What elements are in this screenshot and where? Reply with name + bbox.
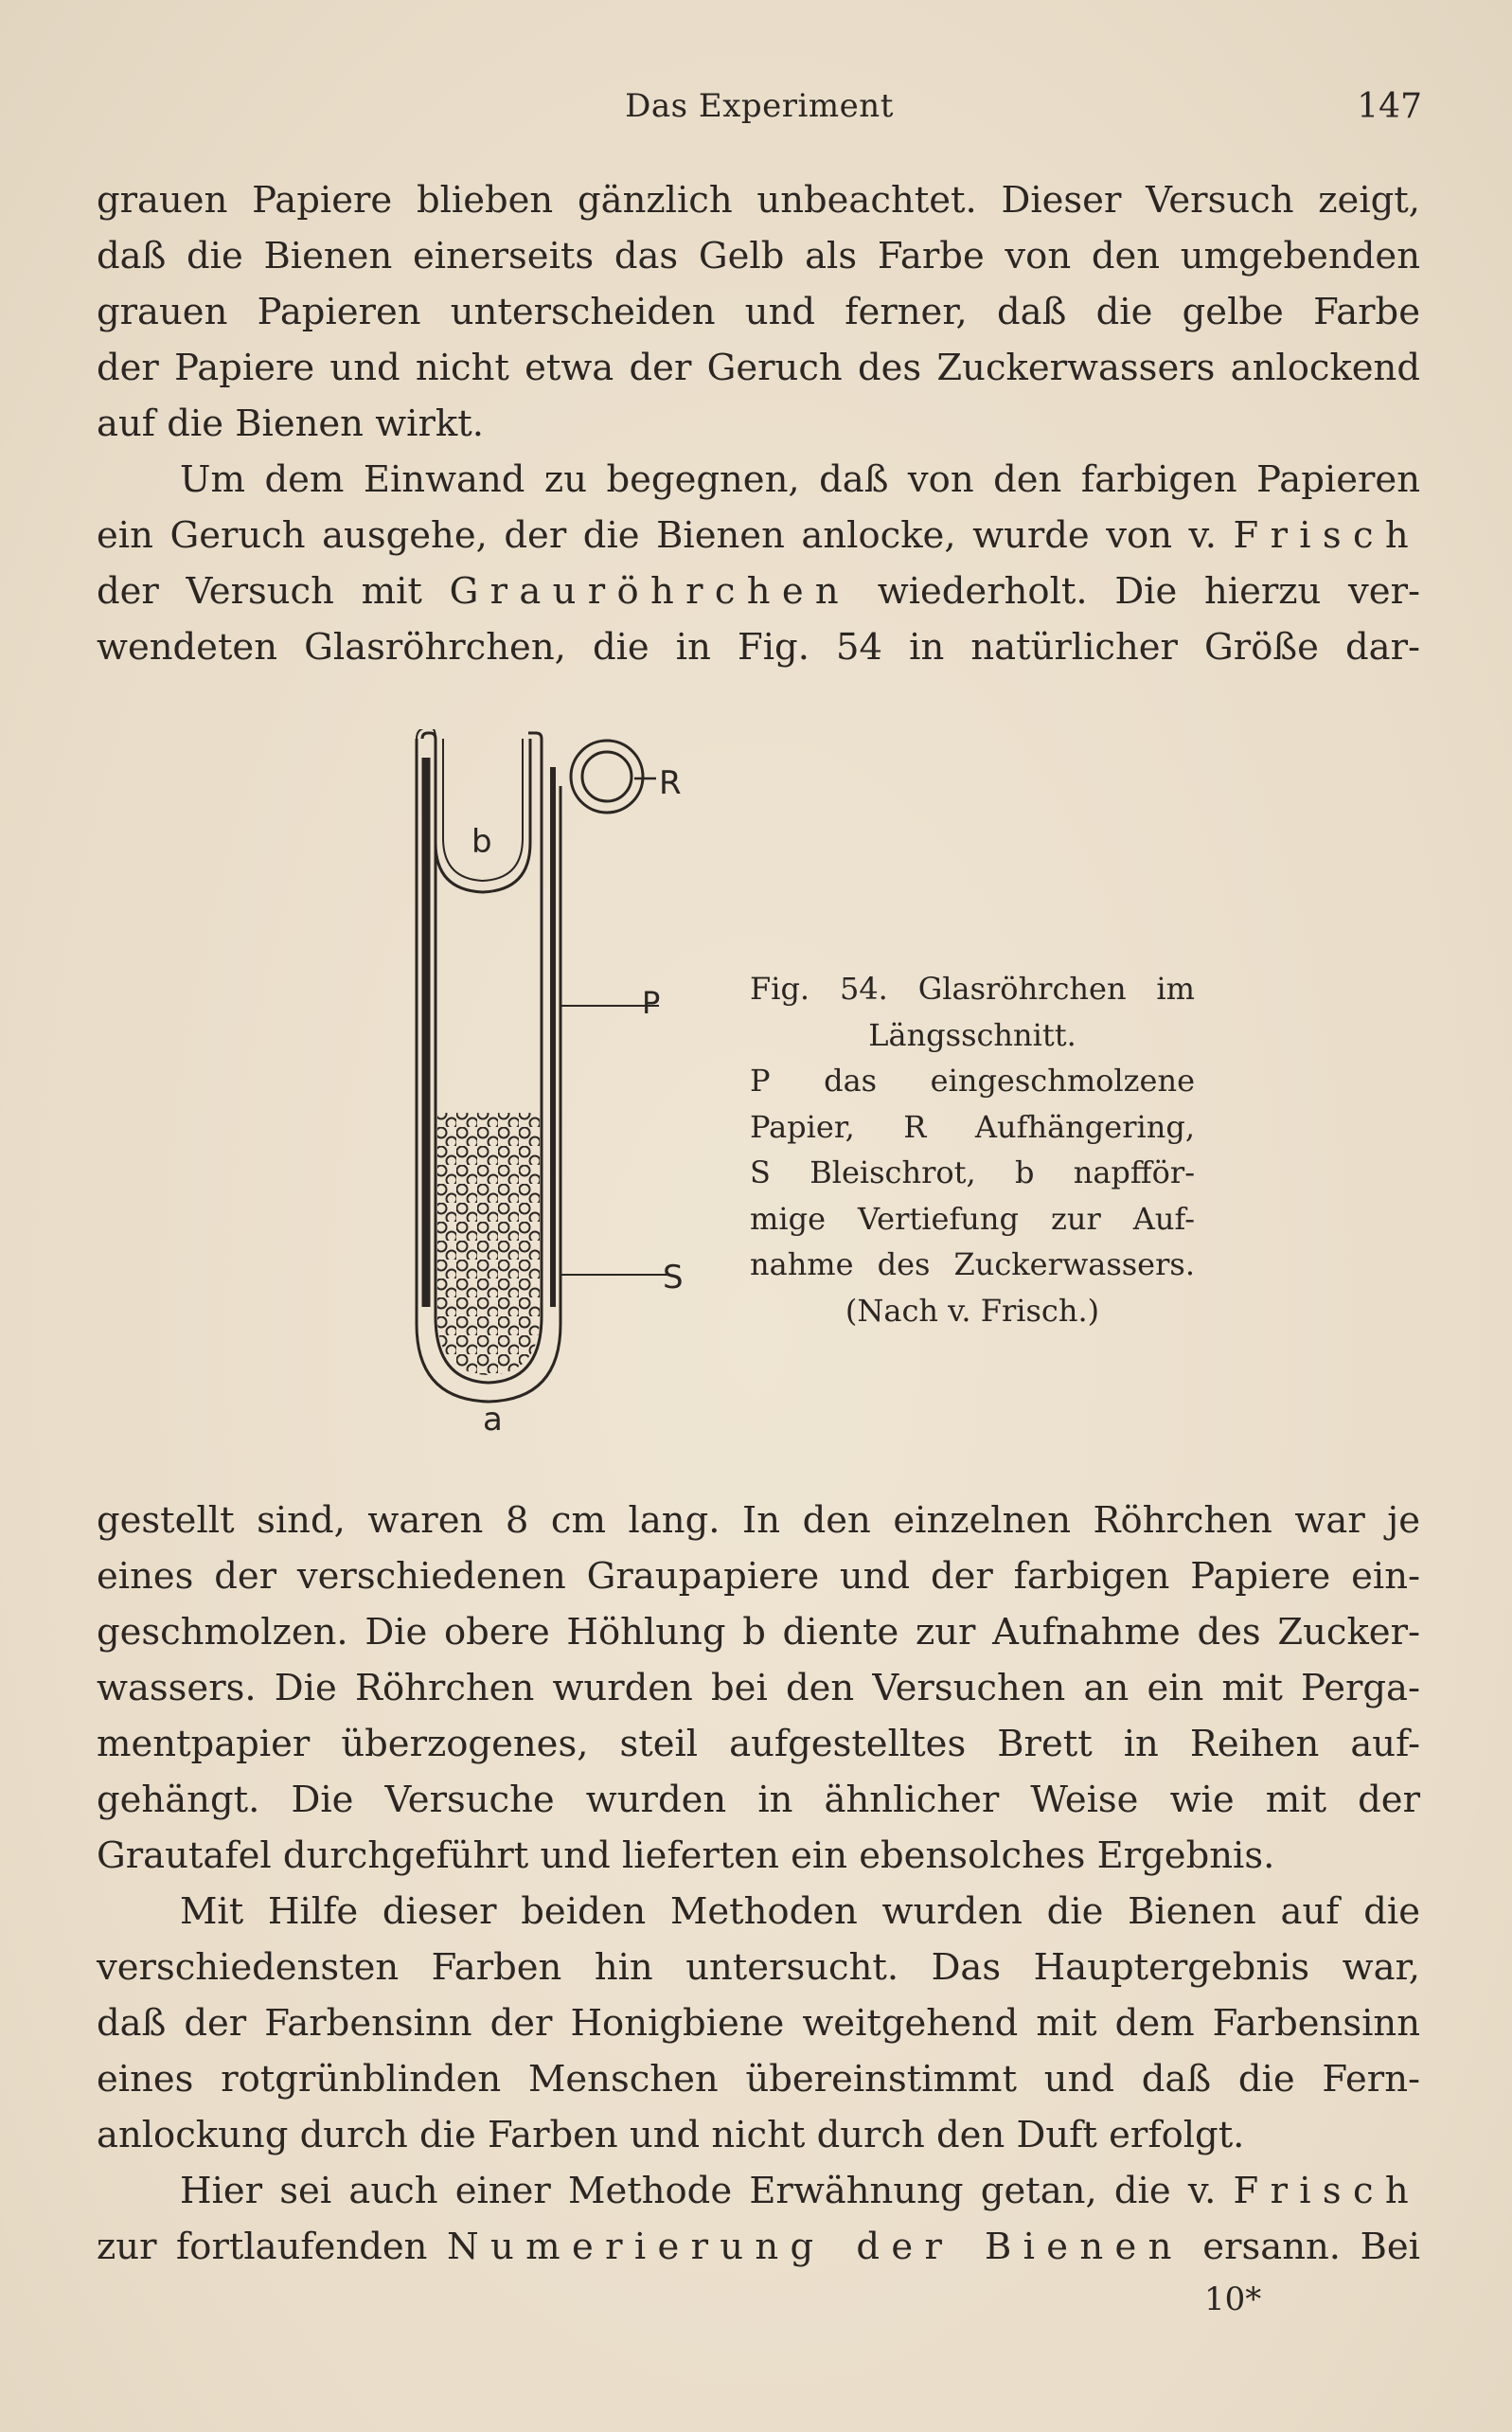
caption-line: mige Vertiefung zur Auf- bbox=[750, 1200, 1195, 1237]
text-segment: zur fortlaufenden bbox=[97, 2226, 448, 2268]
spaced-term: Grauröhrchen bbox=[449, 570, 851, 613]
running-head bbox=[97, 87, 1422, 134]
label-p: P bbox=[642, 985, 661, 1021]
figure-caption bbox=[750, 966, 1195, 1333]
text-line: Um dem Einwand zu begegnen, daß von den farbigen Papieren bbox=[180, 458, 1420, 501]
text-line: gestellt sind, waren 8 cm lang. In den einzelnen Röhrchen war je bbox=[97, 1499, 1420, 1542]
text-line: verschiedensten Farben hin untersucht. Das Hauptergebnis war, bbox=[97, 1946, 1420, 1989]
page-number: 147 bbox=[1357, 87, 1422, 126]
text-line: der Papiere und nicht etwa der Geruch des Zuckerwassers anlockend bbox=[97, 347, 1420, 389]
text-line: eines der verschiedenen Graupapiere und der farbigen Papiere ein- bbox=[97, 1555, 1420, 1598]
text-line bbox=[97, 2163, 1420, 2219]
caption-line: P das eingeschmolzene bbox=[750, 1063, 1195, 1099]
caption-line: nahme des Zuckerwassers. bbox=[750, 1246, 1195, 1282]
paragraph-after-figure bbox=[97, 1493, 1420, 1884]
text-line: wendeten Glasröhrchen, die in Fig. 54 in natürlicher Größe dar- bbox=[97, 626, 1420, 669]
text-line: wassers. Die Röhrchen wurden bei den Versuchen an ein mit Perga- bbox=[97, 1667, 1420, 1709]
paragraph-numbering bbox=[97, 2163, 1420, 2275]
label-r: R bbox=[659, 764, 682, 802]
text-line bbox=[97, 2219, 1420, 2275]
text-line: eines rotgrünblinden Menschen übereinstimmt und daß die Fern- bbox=[97, 2058, 1420, 2101]
label-b: b bbox=[471, 823, 492, 861]
spaced-name: Frisch bbox=[1233, 2170, 1420, 2212]
caption-line: S Bleischrot, b napfför- bbox=[750, 1154, 1195, 1190]
text-line: auf die Bienen wirkt. bbox=[97, 402, 484, 445]
glass-tube-figure bbox=[415, 729, 718, 1458]
signature-mark: 10* bbox=[1204, 2280, 1262, 2318]
paragraph-continuation bbox=[97, 172, 1420, 452]
running-title: Das Experiment bbox=[625, 87, 894, 125]
label-a: a bbox=[483, 1401, 503, 1439]
text-line: gehängt. Die Versuche wurden in ähnlicher Weise wie mit der bbox=[97, 1779, 1420, 1821]
text-line: grauen Papieren unterscheiden und ferner, daß die gelbe Farbe bbox=[97, 291, 1420, 333]
caption-line: Papier, R Aufhängering, bbox=[750, 1108, 1195, 1145]
text-line: grauen Papiere blieben gänzlich unbeachtet. Dieser Versuch zeigt, bbox=[97, 179, 1420, 222]
text-segment: Hier sei auch einer Methode Erwähnung getan, die v. bbox=[180, 2170, 1234, 2212]
caption-line: Längsschnitt. bbox=[868, 1016, 1076, 1053]
spaced-term: Numerierung der Bienen bbox=[447, 2226, 1183, 2268]
text-line bbox=[97, 508, 1420, 563]
text-segment: wiederholt. Die hierzu ver- bbox=[850, 570, 1420, 613]
text-line: daß der Farbensinn der Honigbiene weitgehend mit dem Farbensinn bbox=[97, 2002, 1420, 2045]
label-s: S bbox=[663, 1259, 684, 1296]
text-segment: ein Geruch ausgehe, der die Bienen anlocke, wurde von v. bbox=[97, 514, 1234, 557]
text-line: Grautafel durchgeführt und lieferten ein ebensolches Ergebnis. bbox=[97, 1834, 1275, 1877]
text-line: mentpapier überzogenes, steil aufgestelltes Brett in Reihen auf- bbox=[97, 1723, 1420, 1765]
text-line bbox=[97, 563, 1420, 619]
text-line: Mit Hilfe dieser beiden Methoden wurden die Bienen auf die bbox=[180, 1890, 1420, 1933]
spaced-name: Frisch bbox=[1233, 514, 1420, 557]
caption-line: Fig. 54. Glasröhrchen im bbox=[750, 971, 1195, 1007]
paragraph-grauroehrchen bbox=[97, 452, 1420, 675]
text-line: geschmolzen. Die obere Höhlung b diente zur Aufnahme des Zucker- bbox=[97, 1611, 1420, 1654]
text-segment: der Versuch mit bbox=[97, 570, 450, 613]
lead-shot-fill bbox=[434, 1108, 547, 1383]
caption-line: (Nach v. Frisch.) bbox=[845, 1292, 1100, 1329]
text-segment: ersann. Bei bbox=[1183, 2226, 1420, 2268]
text-line: anlockung durch die Farben und nicht durch den Duft erfolgt. bbox=[97, 2114, 1245, 2156]
text-line: daß die Bienen einerseits das Gelb als Farbe von den umgebenden bbox=[97, 235, 1420, 277]
paragraph-results bbox=[97, 1884, 1420, 2163]
